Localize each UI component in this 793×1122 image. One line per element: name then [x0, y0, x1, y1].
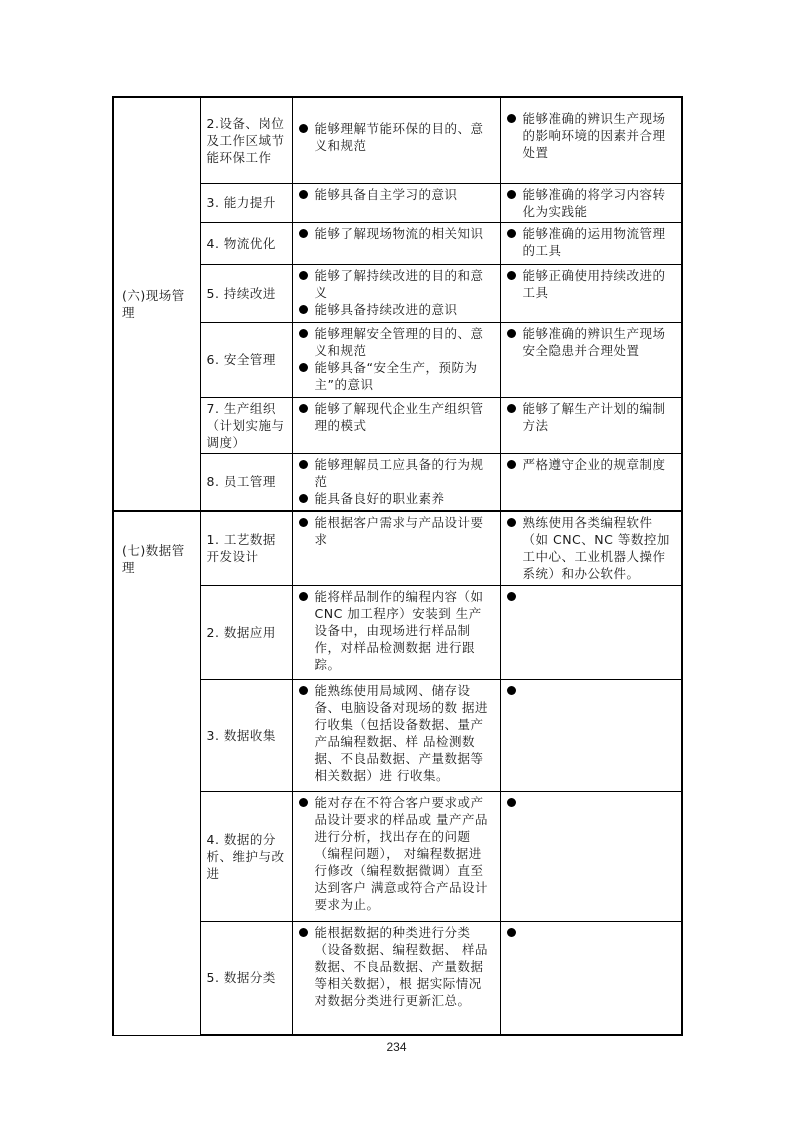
skill-cell — [500, 511, 682, 585]
item-label: 2.设备、岗位及工作区域节能环保工作 — [206, 115, 285, 165]
knowledge-cell — [292, 322, 500, 397]
skill-item: 能够准确的运用物流管理的工具 — [522, 225, 666, 258]
item-label: 6. 安全管理 — [206, 352, 276, 367]
skill-cell — [500, 453, 682, 511]
knowledge-item: 能够具备自主学习的意识 — [314, 186, 458, 202]
table-row — [113, 511, 682, 585]
item-cell — [200, 322, 292, 397]
bullet-icon — [507, 518, 516, 527]
bullet-icon — [299, 798, 308, 807]
bullet-icon — [299, 271, 308, 280]
skill-item: 能够了解生产计划的编制方法 — [522, 400, 666, 433]
bullet-icon — [299, 518, 308, 527]
skill-item: 能够准确的辨识生产现场安全隐患并合理处置 — [522, 325, 666, 358]
skill-item: 熟练使用各类编程软件（如 CNC、NC 等数控加工中心、工业机器人操作系统）和办公软件。 — [522, 515, 670, 581]
knowledge-cell — [292, 453, 500, 511]
category-label: (七)数据管理 — [122, 543, 185, 575]
item-cell — [200, 264, 292, 322]
bullet-icon — [299, 305, 308, 314]
item-cell — [200, 791, 292, 921]
knowledge-item: 能够理解员工应具备的行为规范 — [314, 456, 484, 489]
knowledge-cell — [292, 264, 500, 322]
bullet-icon — [299, 592, 308, 601]
item-cell — [200, 453, 292, 511]
knowledge-item: 能够了解持续改进的目的和意义 — [314, 267, 484, 300]
bullet-icon — [507, 190, 516, 199]
item-label: 4. 物流优化 — [206, 235, 276, 251]
bullet-icon — [299, 229, 308, 238]
knowledge-item: 能熟练使用局域网、储存设备、电脑设备对现场的数 据进行收集（包括设备数据、量产产品编程数据、样 品检测数据、不良品数据、产量数据等相关数据）进 行收集。 — [314, 682, 488, 783]
item-label: 5. 数据分类 — [206, 970, 276, 986]
bullet-icon — [299, 460, 308, 469]
item-label: 3. 数据收集 — [206, 727, 276, 743]
skill-cell — [500, 264, 682, 322]
item-cell — [200, 97, 292, 183]
knowledge-item: 能够了解现代企业生产组织管理的模式 — [314, 400, 484, 433]
category-cell — [113, 97, 200, 511]
knowledge-cell — [292, 791, 500, 921]
knowledge-item: 能具备良好的职业素养 — [314, 490, 445, 506]
skill-cell — [500, 183, 682, 222]
knowledge-cell — [292, 183, 500, 222]
item-label: 8. 员工管理 — [206, 474, 276, 490]
knowledge-item: 能够理解节能环保的目的、意义和规范 — [314, 121, 484, 153]
knowledge-cell — [292, 97, 500, 183]
bullet-icon — [299, 363, 308, 372]
knowledge-cell — [292, 222, 500, 264]
bullet-icon — [299, 686, 308, 695]
item-label: 1. 工艺数据开发设计 — [206, 532, 276, 565]
item-cell — [200, 679, 292, 791]
item-label: 3. 能力提升 — [206, 195, 276, 210]
bullet-icon — [507, 592, 516, 601]
bullet-icon — [299, 928, 308, 937]
page-number: 234 — [386, 1040, 407, 1054]
knowledge-item: 能将样品制作的编程内容（如 CNC 加工程序）安装到 生产设备中，由现场进行样品制作，对样品检测数据 进行跟踪。 — [314, 588, 484, 672]
bullet-icon — [507, 686, 516, 695]
skill-item: 能够准确的辨识生产现场的影响环境的因素并合理 处置 — [522, 111, 666, 160]
skill-cell — [500, 97, 682, 183]
curriculum-table — [112, 96, 683, 1036]
skill-item: 严格遵守企业的规章制度 — [522, 456, 666, 472]
table-row — [113, 97, 682, 183]
item-label: 7. 生产组织（计划实施与调度） — [206, 400, 285, 450]
bullet-icon — [299, 404, 308, 413]
item-label: 5. 持续改进 — [206, 285, 276, 301]
skill-cell — [500, 791, 682, 921]
item-cell — [200, 222, 292, 264]
skill-cell — [500, 921, 682, 1035]
knowledge-item: 能够理解安全管理的目的、意义和规范 — [314, 325, 484, 358]
skill-cell — [500, 585, 682, 679]
category-label: (六)现场管理 — [122, 288, 185, 320]
knowledge-cell — [292, 679, 500, 791]
knowledge-cell — [292, 511, 500, 585]
bullet-icon — [507, 114, 516, 123]
bullet-icon — [299, 329, 308, 338]
knowledge-cell — [292, 397, 500, 453]
skill-cell — [500, 679, 682, 791]
skill-item: 能够准确的将学习内容转化为实践能 — [522, 186, 666, 219]
bullet-icon — [507, 460, 516, 469]
bullet-icon — [299, 190, 308, 199]
knowledge-item: 能根据数据的种类进行分类（设备数据、编程数据、 样品数据、不良品数据、产量数据等相关数据），根 据实际情况对数据分类进行更新汇总。 — [314, 924, 488, 1008]
item-cell — [200, 921, 292, 1035]
knowledge-item: 能够具备持续改进的意识 — [314, 301, 458, 317]
bullet-icon — [507, 271, 516, 280]
bullet-icon — [507, 928, 516, 937]
bullet-icon — [299, 494, 308, 503]
category-cell — [113, 511, 200, 1035]
bullet-icon — [507, 329, 516, 338]
item-cell — [200, 397, 292, 453]
skill-cell — [500, 397, 682, 453]
item-cell — [200, 585, 292, 679]
knowledge-cell — [292, 585, 500, 679]
skill-item: 能够正确使用持续改进的工具 — [522, 267, 666, 300]
item-label: 2. 数据应用 — [206, 624, 276, 640]
bullet-icon — [507, 404, 516, 413]
item-label: 4. 数据的分析、维护与改进 — [206, 831, 285, 881]
skill-cell — [500, 222, 682, 264]
item-cell — [200, 511, 292, 585]
knowledge-item: 能够了解现场物流的相关知识 — [314, 225, 484, 241]
knowledge-item: 能根据客户需求与产品设计要求 — [314, 515, 484, 547]
bullet-icon — [507, 798, 516, 807]
knowledge-item: 能够具备“安全生产，预防为主”的意识 — [314, 359, 478, 392]
bullet-icon — [299, 124, 308, 133]
skill-cell — [500, 322, 682, 397]
bullet-icon — [507, 229, 516, 238]
knowledge-item: 能对存在不符合客户要求或产品设计要求的样品或 量产产品进行分析，找出存在的问题（编程问题）， 对编程数据进行修改（编程数据微调）直至达到客户 满意或符合产品设计要求为止。 — [314, 794, 488, 912]
knowledge-cell — [292, 921, 500, 1035]
item-cell — [200, 183, 292, 222]
